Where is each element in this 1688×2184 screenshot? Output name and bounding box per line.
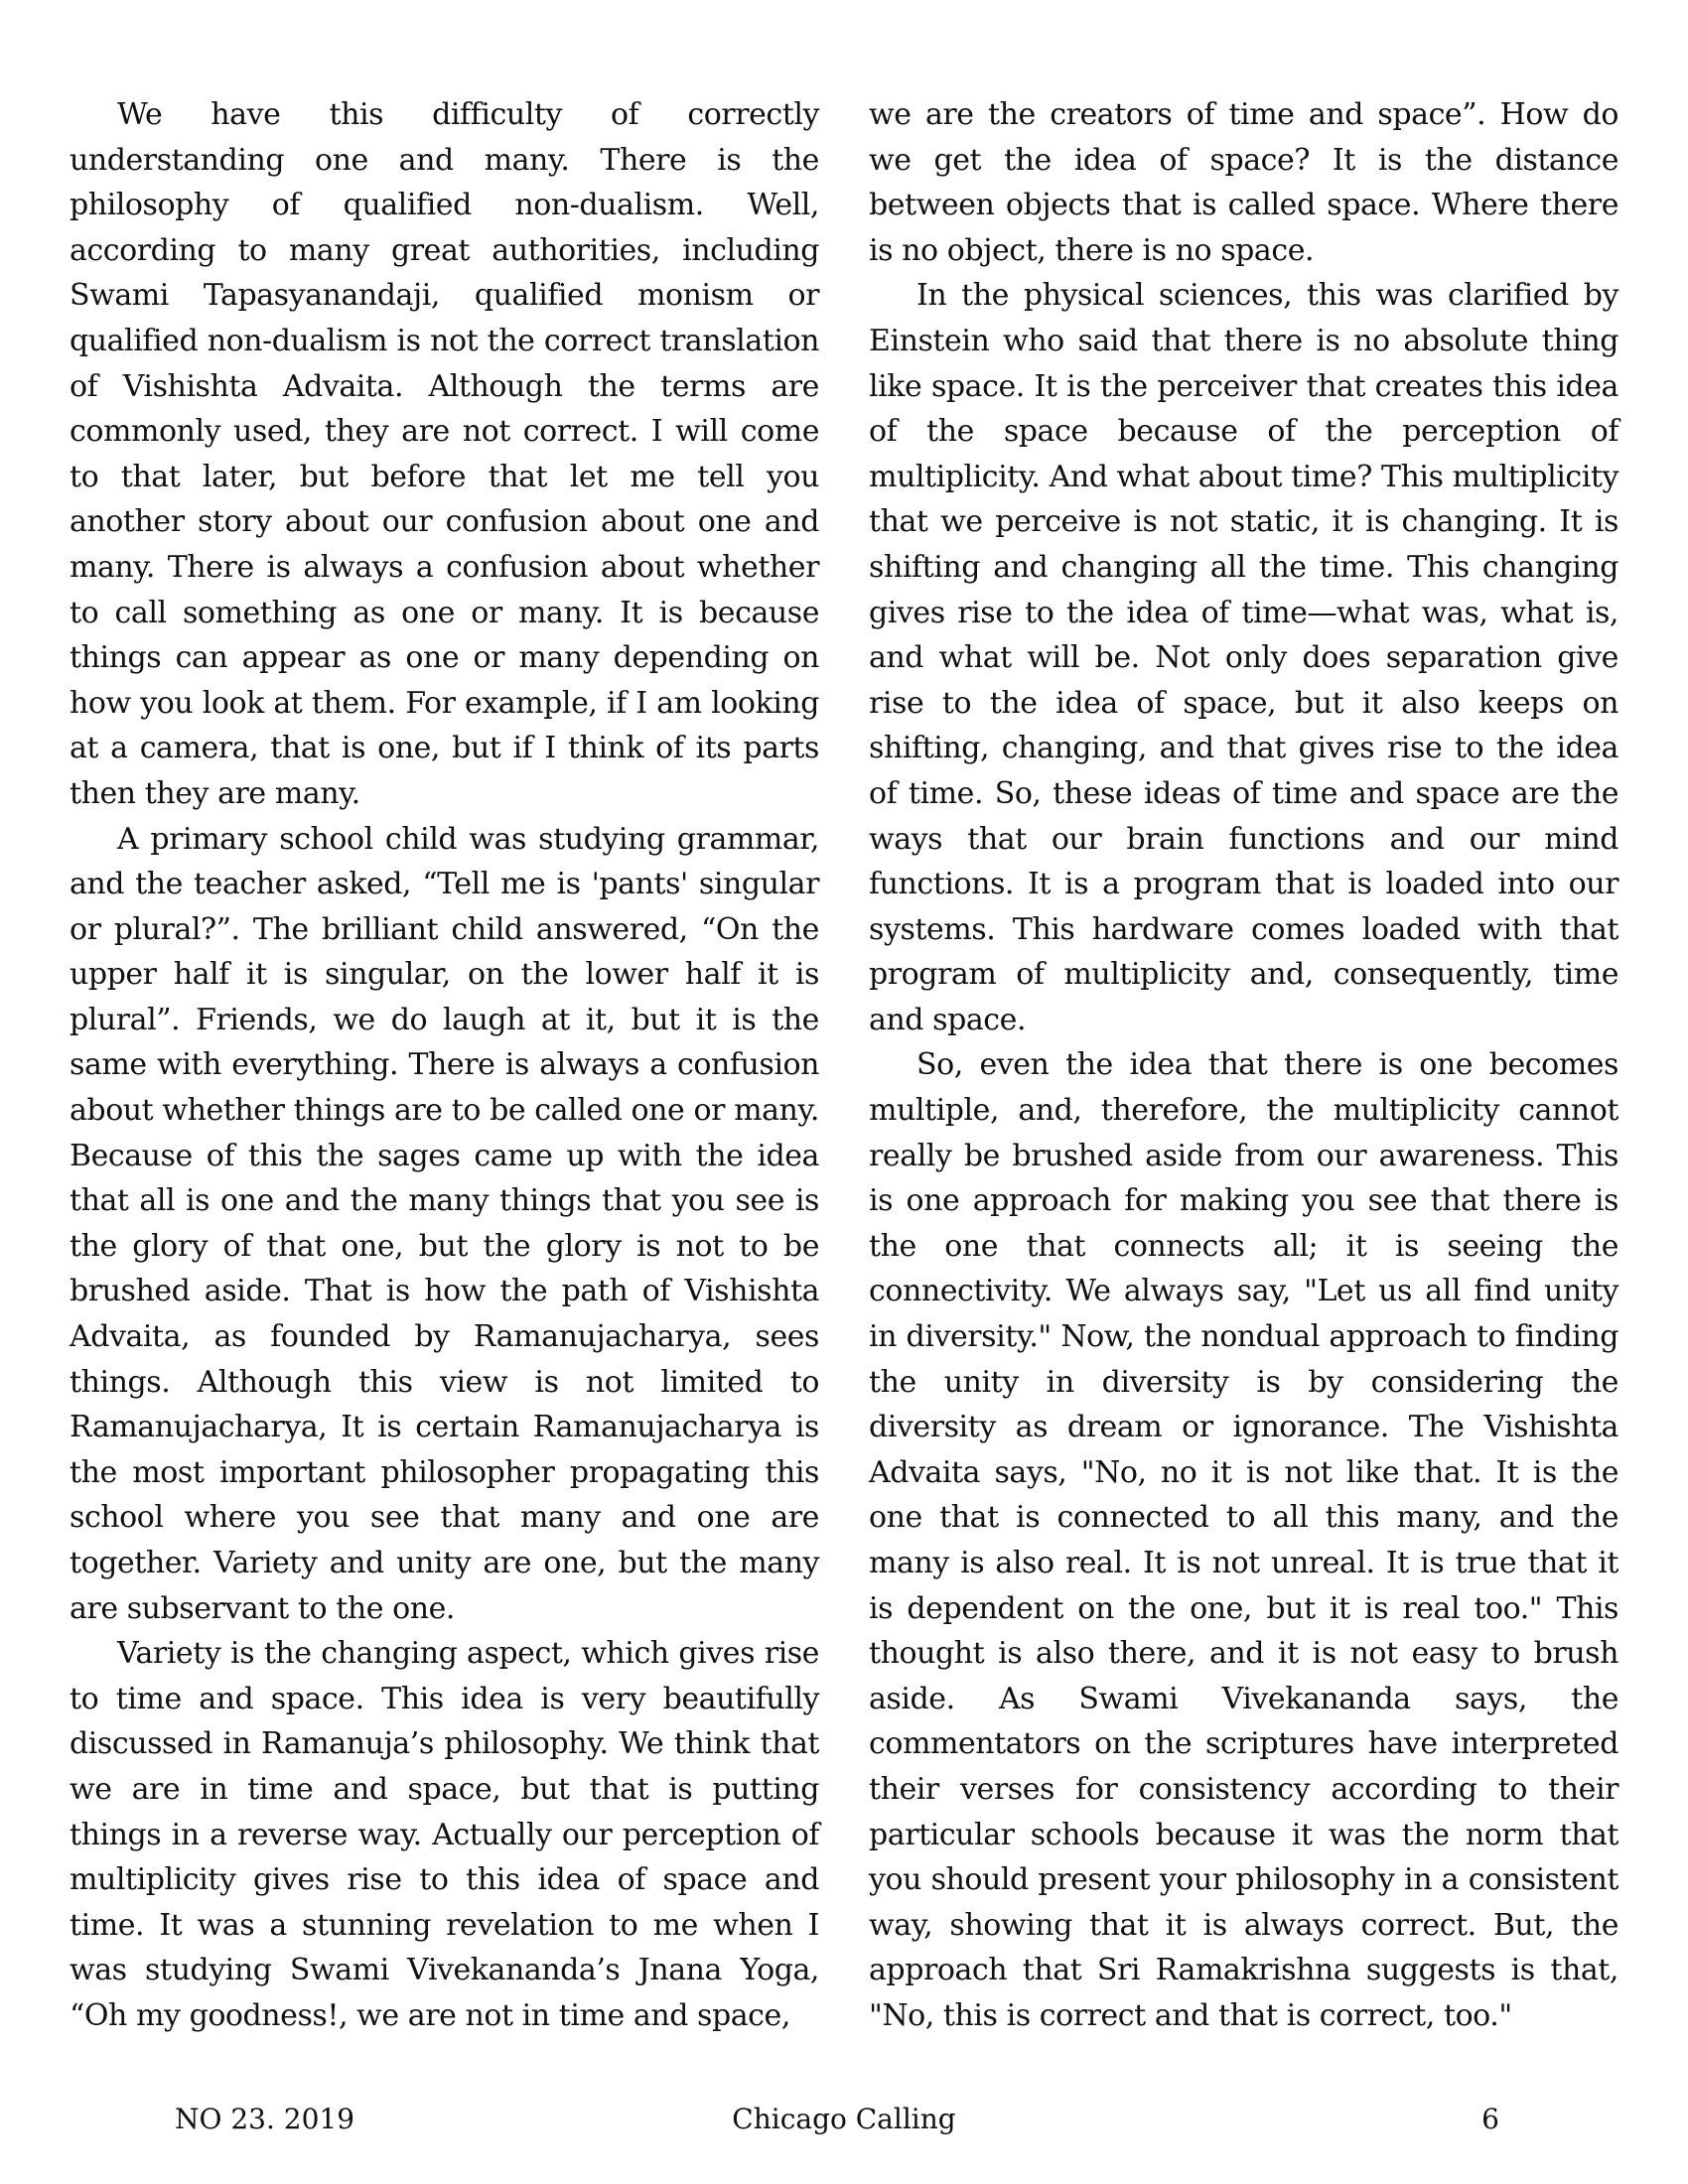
right-paragraph-3: So, even the idea that there is one becomes multiple, and, therefore, the multiplicity cannot really be brushed aside from our awareness. This is one approach for making you see that there is the one that connects all; it is seeing the connectivity. We always say, "Let us all find unity in diversity." Now, the nondual approach to finding the unity in diversity is by considering the diversity as dream or ignorance. The Vishishta Advaita says, "No, no it is not like that. It is the one that is connected to all this many, and the many is also real. It is not unreal. It is true that it is dependent on the one, but it is real too." This thought is also there, and it is not easy to brush aside. As Swami Vivekananda says, the commentators on the scriptures have interpreted their verses for consistency according to their particular schools because it was the norm that you should present your philosophy in a consistent way, showing that it is always correct. But, the approach that Sri Ramakrishna suggests is that, "No, this is correct and that is correct, too.": [869, 1047, 1618, 2033]
left-paragraph-3: Variety is the changing aspect, which gives rise to time and space. This idea is very beautifully discussed in Ramanuja’s philosophy. We think that we are in time and space, but that is putting things in a reverse way. Actually our perception of multiplicity gives rise to this idea of space and time. It was a stunning revelation to me when I was studying Swami Vivekananda’s Jnana Yoga, “Oh my goodness!, we are not in time and space,: [70, 1636, 819, 2033]
footer-publication-title: Chicago Calling: [732, 2103, 956, 2135]
left-paragraph-1: We have this difficulty of correctly understanding one and many. There is the philosophy of qualified non-dualism. Well, according to many great authorities, including Swami Tapasyanandaji, qualified monism or qualified non-dualism is not the correct translation of Vishishta Advaita. Although the terms are commonly used, they are not correct. I will come to that later, but before that let me tell you another story about our confusion about one and many. There is always a confusion about whether to call something as one or many. It is because things can appear as one or many depending on how you look at them. For example, if I am looking at a camera, that is one, but if I think of its parts then they are many.: [70, 97, 819, 811]
left-column: [70, 92, 819, 2039]
left-paragraph-2: A primary school child was studying grammar, and the teacher asked, “Tell me is 'pants' singular or plural?”. The brilliant child answered, “On the upper half it is singular, on the lower half it is plural”. Friends, we do laugh at it, but it is the same with everything. There is always a confusion about whether things are to be called one or many. Because of this the sages came up with the idea that all is one and the many things that you see is the glory of that one, but the glory is not to be brushed aside. That is how the path of Vishishta Advaita, as founded by Ramanujacharya, sees things. Although this view is not limited to Ramanujacharya, It is certain Ramanujacharya is the most important philosopher propagating this school where you see that many and one are together. Variety and unity are one, but the many are subservant to the one.: [70, 821, 819, 1626]
right-paragraph-1: we are the creators of time and space”. How do we get the idea of space? It is the distance between objects that is called space. Where there is no object, there is no space.: [869, 97, 1618, 268]
article-body: [70, 92, 1618, 2039]
right-column: [869, 92, 1618, 2039]
right-paragraph-2: In the physical sciences, this was clarified by Einstein who said that there is no absolute thing like space. It is the perceiver that creates this idea of the space because of the perception of multiplicity. And what about time? This multiplicity that we perceive is not static, it is changing. It is shifting and changing all the time. This changing gives rise to the idea of time—what was, what is, and what will be. Not only does separation give rise to the idea of space, but it also keeps on shifting, changing, and that gives rise to the idea of time. So, these ideas of time and space are the ways that our brain functions and our mind functions. It is a program that is loaded into our systems. This hardware comes loaded with that program of multiplicity and, consequently, time and space.: [869, 278, 1618, 1037]
footer-issue: NO 23. 2019: [175, 2103, 355, 2135]
page-footer: [0, 2103, 1688, 2142]
footer-page-number: 6: [1481, 2103, 1499, 2135]
